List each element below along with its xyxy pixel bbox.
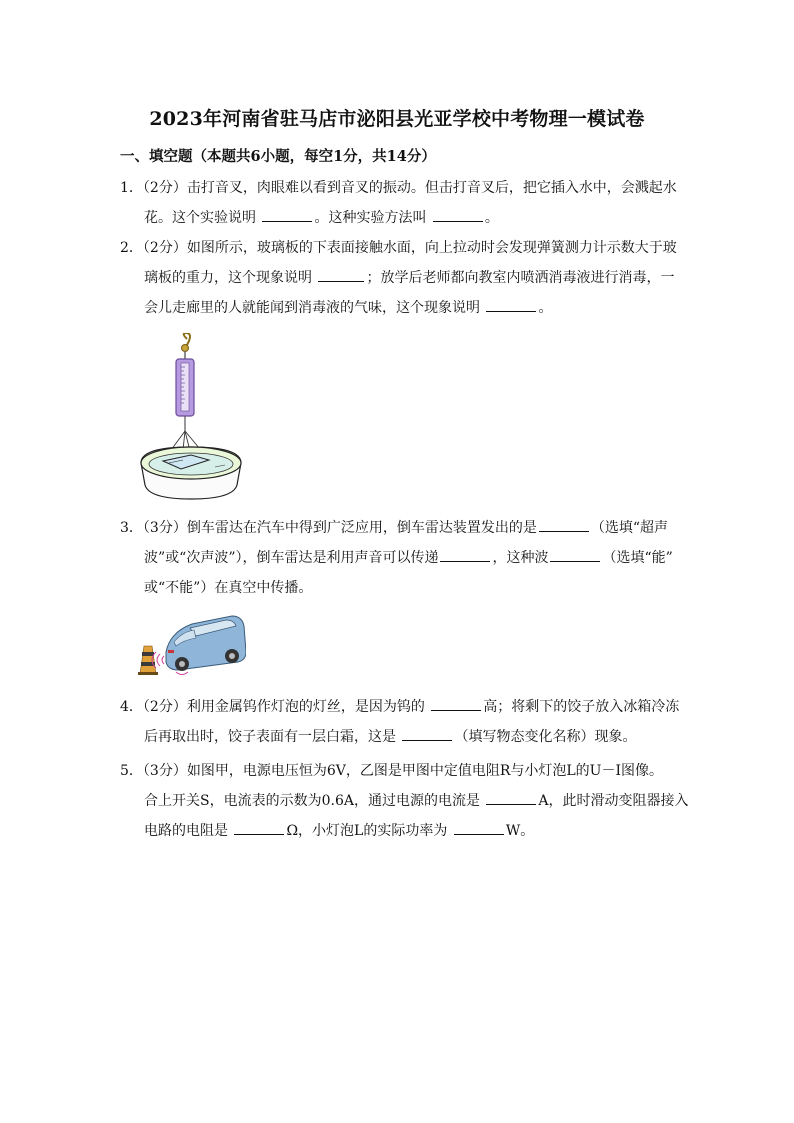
spring-scale-icon bbox=[176, 359, 194, 431]
q3-line-2: 波”或“次声波”），倒车雷达是利用声音可以传递 ，这种波 （选填“能” bbox=[144, 550, 673, 566]
reversing-radar-figure bbox=[138, 612, 246, 676]
q2-line-1: 2．（2分）如图所示，玻璃板的下表面接触水面，向上拉动时会发现弹簧测力计示数大于玻 bbox=[120, 240, 677, 256]
q4-line-2: 后再取出时，饺子表面有一层白霜，这是 （填写物态变化名称）现象。 bbox=[144, 729, 637, 745]
hook-icon bbox=[182, 333, 191, 359]
answer-blank[interactable] bbox=[486, 299, 536, 312]
q5-line-1: 5．（3分）如图甲，电源电压恒为6V，乙图是甲图中定值电阻R与小灯泡L的U－I图像。 bbox=[120, 763, 663, 779]
q5-line-3: 电路的电阻是 Ω，小灯泡L的实际功率为 W。 bbox=[144, 823, 535, 839]
answer-blank[interactable] bbox=[539, 519, 589, 532]
question-3 bbox=[120, 513, 680, 603]
answer-blank[interactable] bbox=[402, 728, 452, 741]
q4-line-1: 4．（2分）利用金属钨作灯泡的灯丝，是因为钨的 高；将剩下的饺子放入冰箱冷冻 bbox=[120, 699, 680, 715]
answer-blank[interactable] bbox=[234, 822, 284, 835]
answer-blank[interactable] bbox=[440, 549, 490, 562]
q2-line-3: 会儿走廊里的人就能闻到消毒液的气味，这个现象说明 。 bbox=[144, 300, 553, 316]
answer-blank[interactable] bbox=[454, 822, 504, 835]
page-title: 2023年河南省驻马店市泌阳县光亚学校中考物理一模试卷 bbox=[149, 108, 645, 130]
q1-line-2: 花。这个实验说明 。这种实验方法叫 。 bbox=[144, 210, 499, 226]
section-heading: 一、填空题（本题共6小题，每空1分，共14分） bbox=[120, 148, 436, 165]
q3-line-3: 或“不能”）在真空中传播。 bbox=[144, 580, 313, 596]
answer-blank[interactable] bbox=[433, 209, 483, 222]
answer-blank[interactable] bbox=[550, 549, 600, 562]
question-2 bbox=[120, 233, 680, 323]
answer-blank[interactable] bbox=[431, 698, 481, 711]
answer-blank[interactable] bbox=[318, 269, 364, 282]
answer-blank[interactable] bbox=[486, 792, 536, 805]
question-5 bbox=[120, 756, 689, 846]
spring-scale-figure bbox=[135, 333, 247, 503]
question-4 bbox=[120, 692, 680, 752]
q3-line-1: 3．（3分）倒车雷达在汽车中得到广泛应用，倒车雷达装置发出的是 （选填“超声 bbox=[120, 520, 668, 536]
answer-blank[interactable] bbox=[262, 209, 312, 222]
car-icon bbox=[166, 616, 246, 671]
traffic-cone-icon bbox=[138, 646, 158, 675]
question-1 bbox=[120, 173, 680, 233]
q1-line-1: 1．（2分）击打音叉，肉眼难以看到音叉的振动。但击打音叉后，把它插入水中，会溅起水 bbox=[120, 180, 677, 196]
q2-line-2: 璃板的重力，这个现象说明 ；放学后老师都向教室内喷洒消毒液进行消毒，一 bbox=[144, 270, 675, 286]
q5-line-2: 合上开关S，电流表的示数为0.6A，通过电源的电流是 A，此时滑动变阻器接入 bbox=[144, 793, 689, 809]
